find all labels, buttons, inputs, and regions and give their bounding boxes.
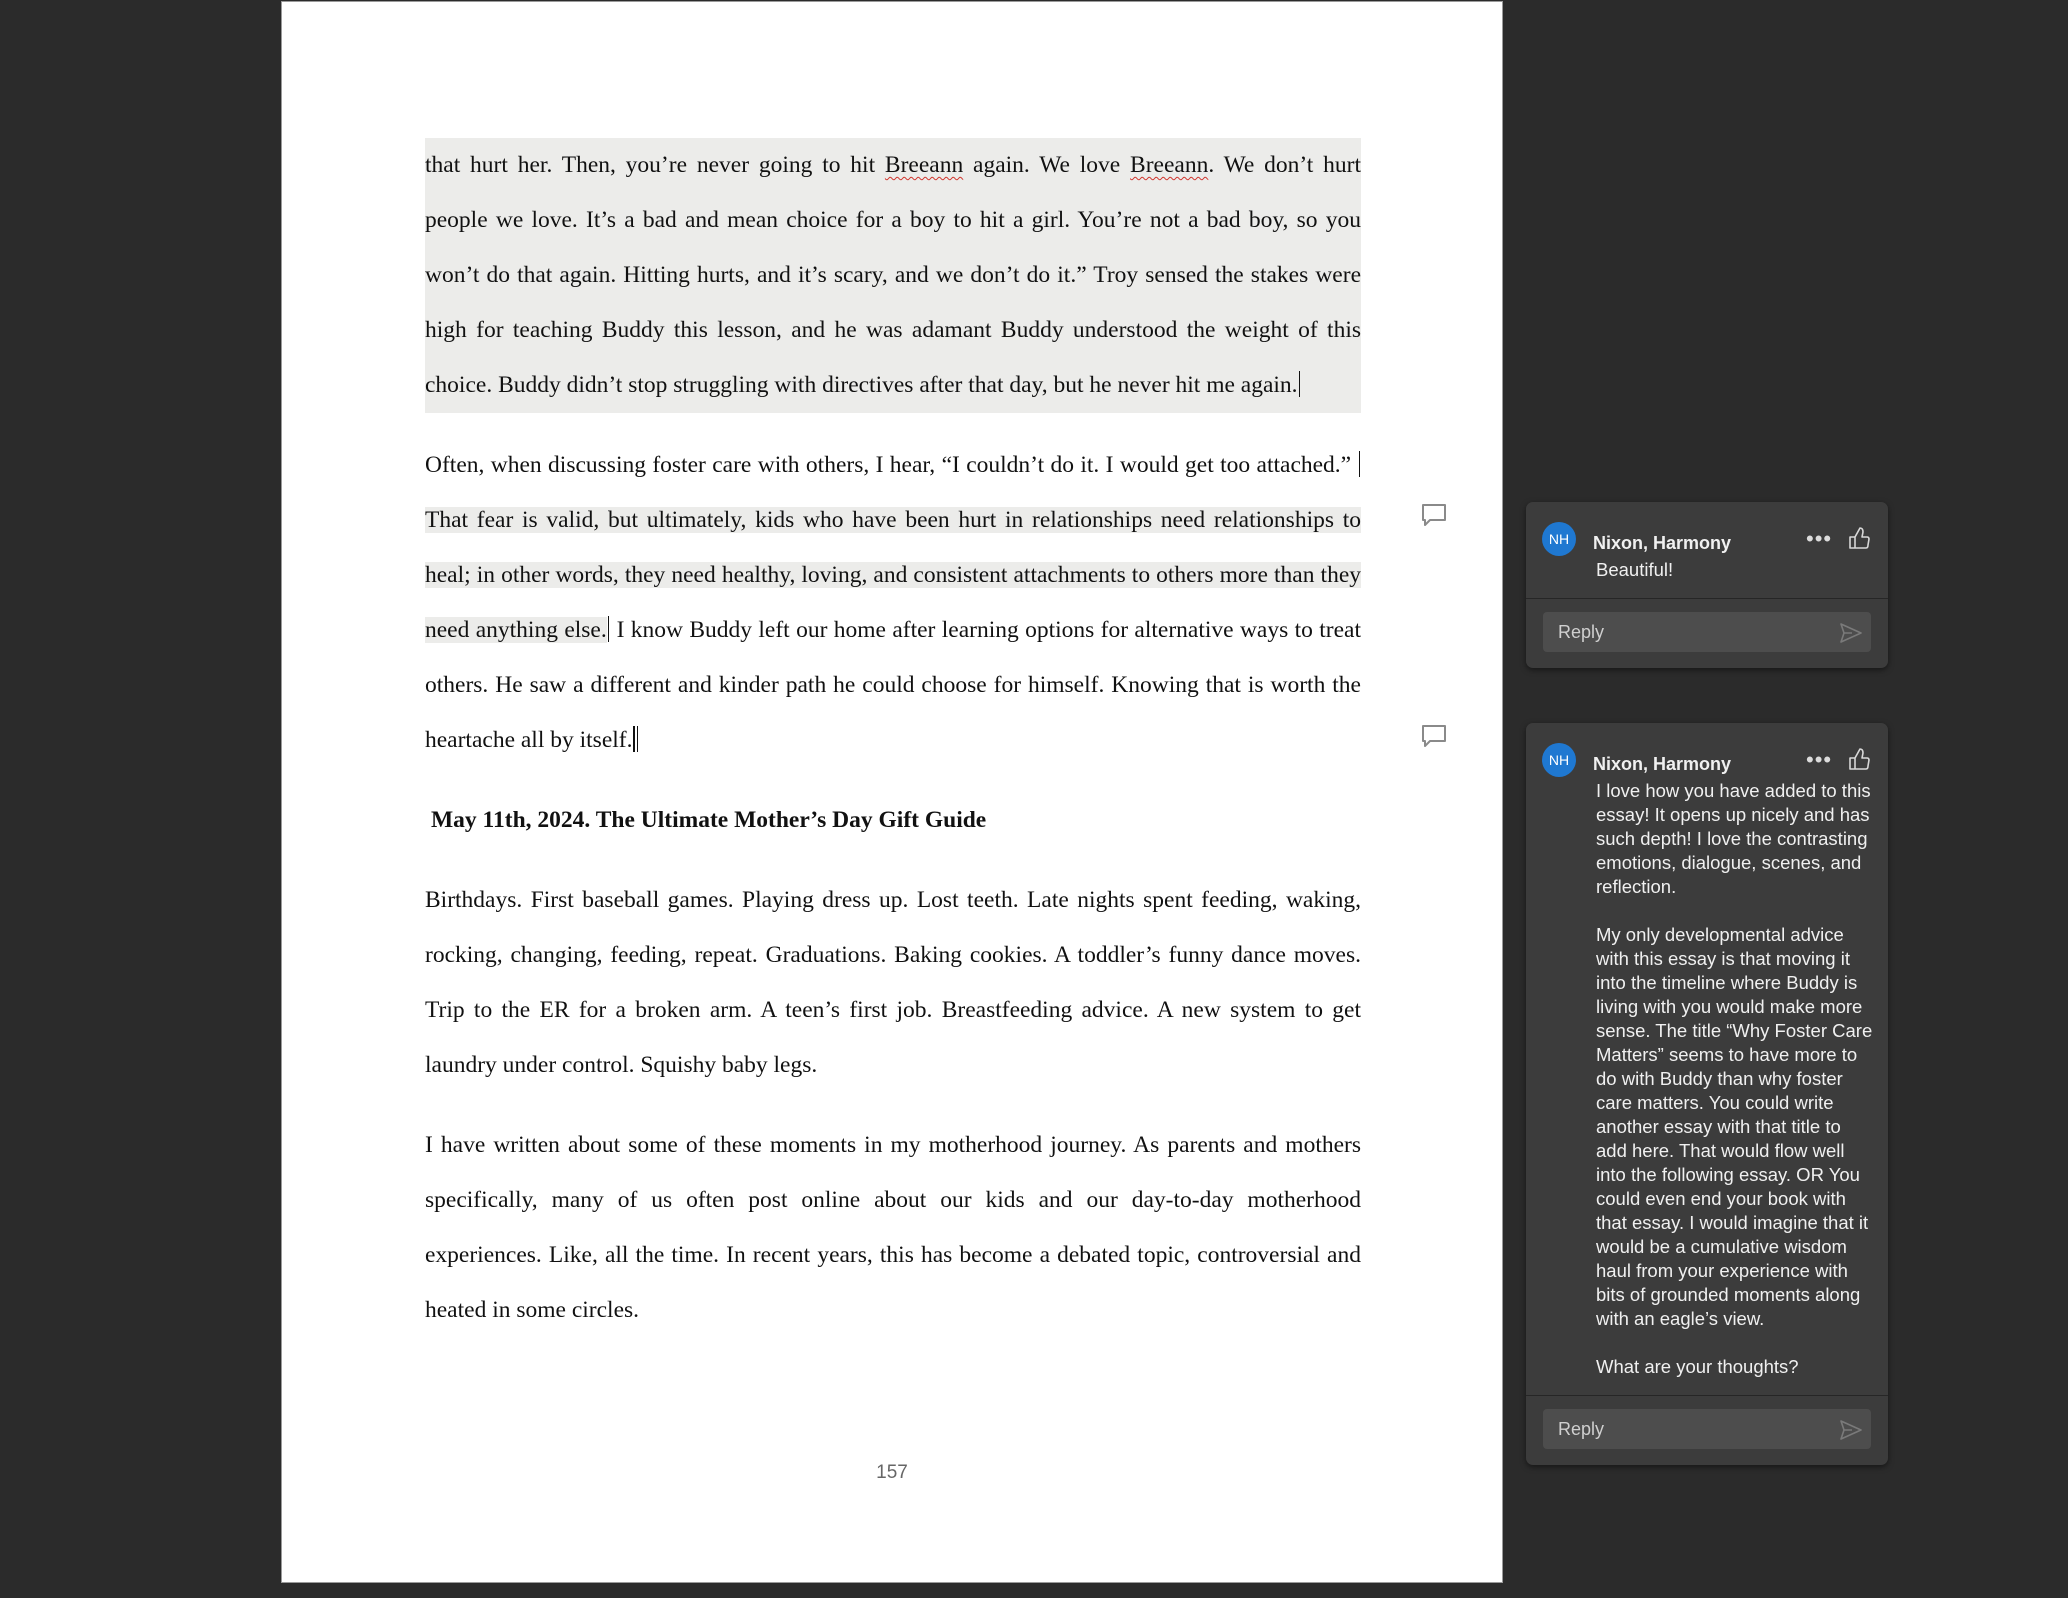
like-icon[interactable]	[1848, 526, 1870, 550]
send-icon[interactable]	[1840, 623, 1862, 643]
reply-row	[1526, 1396, 1888, 1465]
comment-author: Nixon, Harmony	[1593, 754, 1732, 774]
comment-card[interactable]	[1526, 502, 1888, 668]
send-icon[interactable]	[1840, 1420, 1862, 1440]
comment-text: Beautiful!	[1596, 559, 1674, 580]
p1-text-2: again. We love	[963, 152, 1131, 178]
page-number: 157	[876, 1462, 908, 1483]
p1-text-3: . We don’t hurt people we love. It’s a bad and mean choice for a boy to hit a girl. You’re not a bad boy, so you won’t do that again. Hitting hurts, and it’s scary, and we don’t do it.” Troy sensed the stakes were high for teaching Buddy this lesson, and he was adamant Buddy understood the weight of this choice. Buddy didn’t stop struggling with directives after that day, but he never hit me again.	[425, 152, 1361, 398]
text-cursor	[608, 616, 610, 642]
text-cursor	[1299, 371, 1301, 397]
paragraph-4[interactable]: I have written about some of these moments in my motherhood journey. As parents and mothers specifically, many of us often post online about our kids and our day-to-day motherhood experiences. Like, all the time. In recent years, this has become a debated topic, controversial and heated in some circles.	[425, 1132, 1361, 1323]
more-options-icon[interactable]: •••	[1806, 526, 1833, 551]
comment-header	[1526, 723, 1888, 779]
p2-intro: Often, when discussing foster care with others, I hear, “I couldn’t do it. I would get too attached.”	[425, 452, 1358, 478]
comment-marker-icon[interactable]	[1420, 502, 1448, 528]
reply-placeholder: Reply	[1558, 622, 1605, 642]
text-cursor	[1359, 451, 1361, 477]
misspelled-word[interactable]: Breeann	[1130, 152, 1209, 178]
comment-card[interactable]	[1526, 723, 1888, 1465]
text-cursor	[637, 726, 639, 752]
reply-input[interactable]	[1543, 612, 1871, 652]
paragraph-2[interactable]	[425, 438, 1361, 768]
comment-marker-icon[interactable]	[1420, 723, 1448, 749]
paragraph-3[interactable]: Birthdays. First baseball games. Playing dress up. Lost teeth. Late nights spent feeding, waking, rocking, changing, feeding, repeat. Graduations. Baking cookies. A toddler’s funny dance moves. Trip to the ER for a broken arm. A teen’s first job. Breastfeeding advice. A new system to get laundry under control. Squishy baby legs.	[425, 887, 1361, 1078]
p2-rest: I know Buddy left our home after learning options for alternative ways to treat others. He saw a different and kinder path he could choose for himself. Knowing that is worth the heartache all by itself.	[425, 617, 1361, 753]
avatar: NH	[1542, 522, 1576, 556]
reply-row	[1526, 599, 1888, 668]
avatar: NH	[1542, 743, 1576, 777]
reply-input[interactable]	[1543, 1409, 1871, 1449]
document-body[interactable]	[425, 138, 1361, 1338]
comment-header	[1526, 502, 1888, 558]
misspelled-word[interactable]: Breeann	[884, 152, 964, 178]
document-page[interactable]	[281, 1, 1503, 1583]
p1-text-1: that hurt her. Then, you’re never going to hit	[425, 152, 885, 178]
comment-author: Nixon, Harmony	[1593, 533, 1732, 553]
commented-text[interactable]: That fear is valid, but ultimately, kids who have been hurt in relationships need relationships to heal; in other words, they need healthy, loving, and consistent attachments to others more than they need anything else.	[425, 507, 1361, 643]
reply-placeholder: Reply	[1558, 1419, 1605, 1439]
like-icon[interactable]	[1848, 747, 1870, 771]
section-heading: May 11th, 2024. The Ultimate Mother’s Day Gift Guide	[431, 807, 987, 833]
paragraph-1[interactable]	[425, 138, 1361, 413]
more-options-icon[interactable]: •••	[1806, 747, 1833, 772]
text-cursor	[633, 726, 635, 752]
comment-text: I love how you have added to this essay! It opens up nicely and has such depth! I love the contrasting emotions, dialogue, scenes, and reflection. My only developmental advice with this essay is that moving it into the timeline where Buddy is living with you would make more sense. The title “Why Foster Care Matters” seems to have more to do with Buddy than why foster care matters. You could write another essay with that title to add here. That would flow well into the following essay. OR You could even end your book with that essay. I would imagine that it would be a cumulative wisdom haul from your experience with bits of grounded moments along with an eagle’s view. What are your thoughts?	[1596, 780, 1873, 1377]
